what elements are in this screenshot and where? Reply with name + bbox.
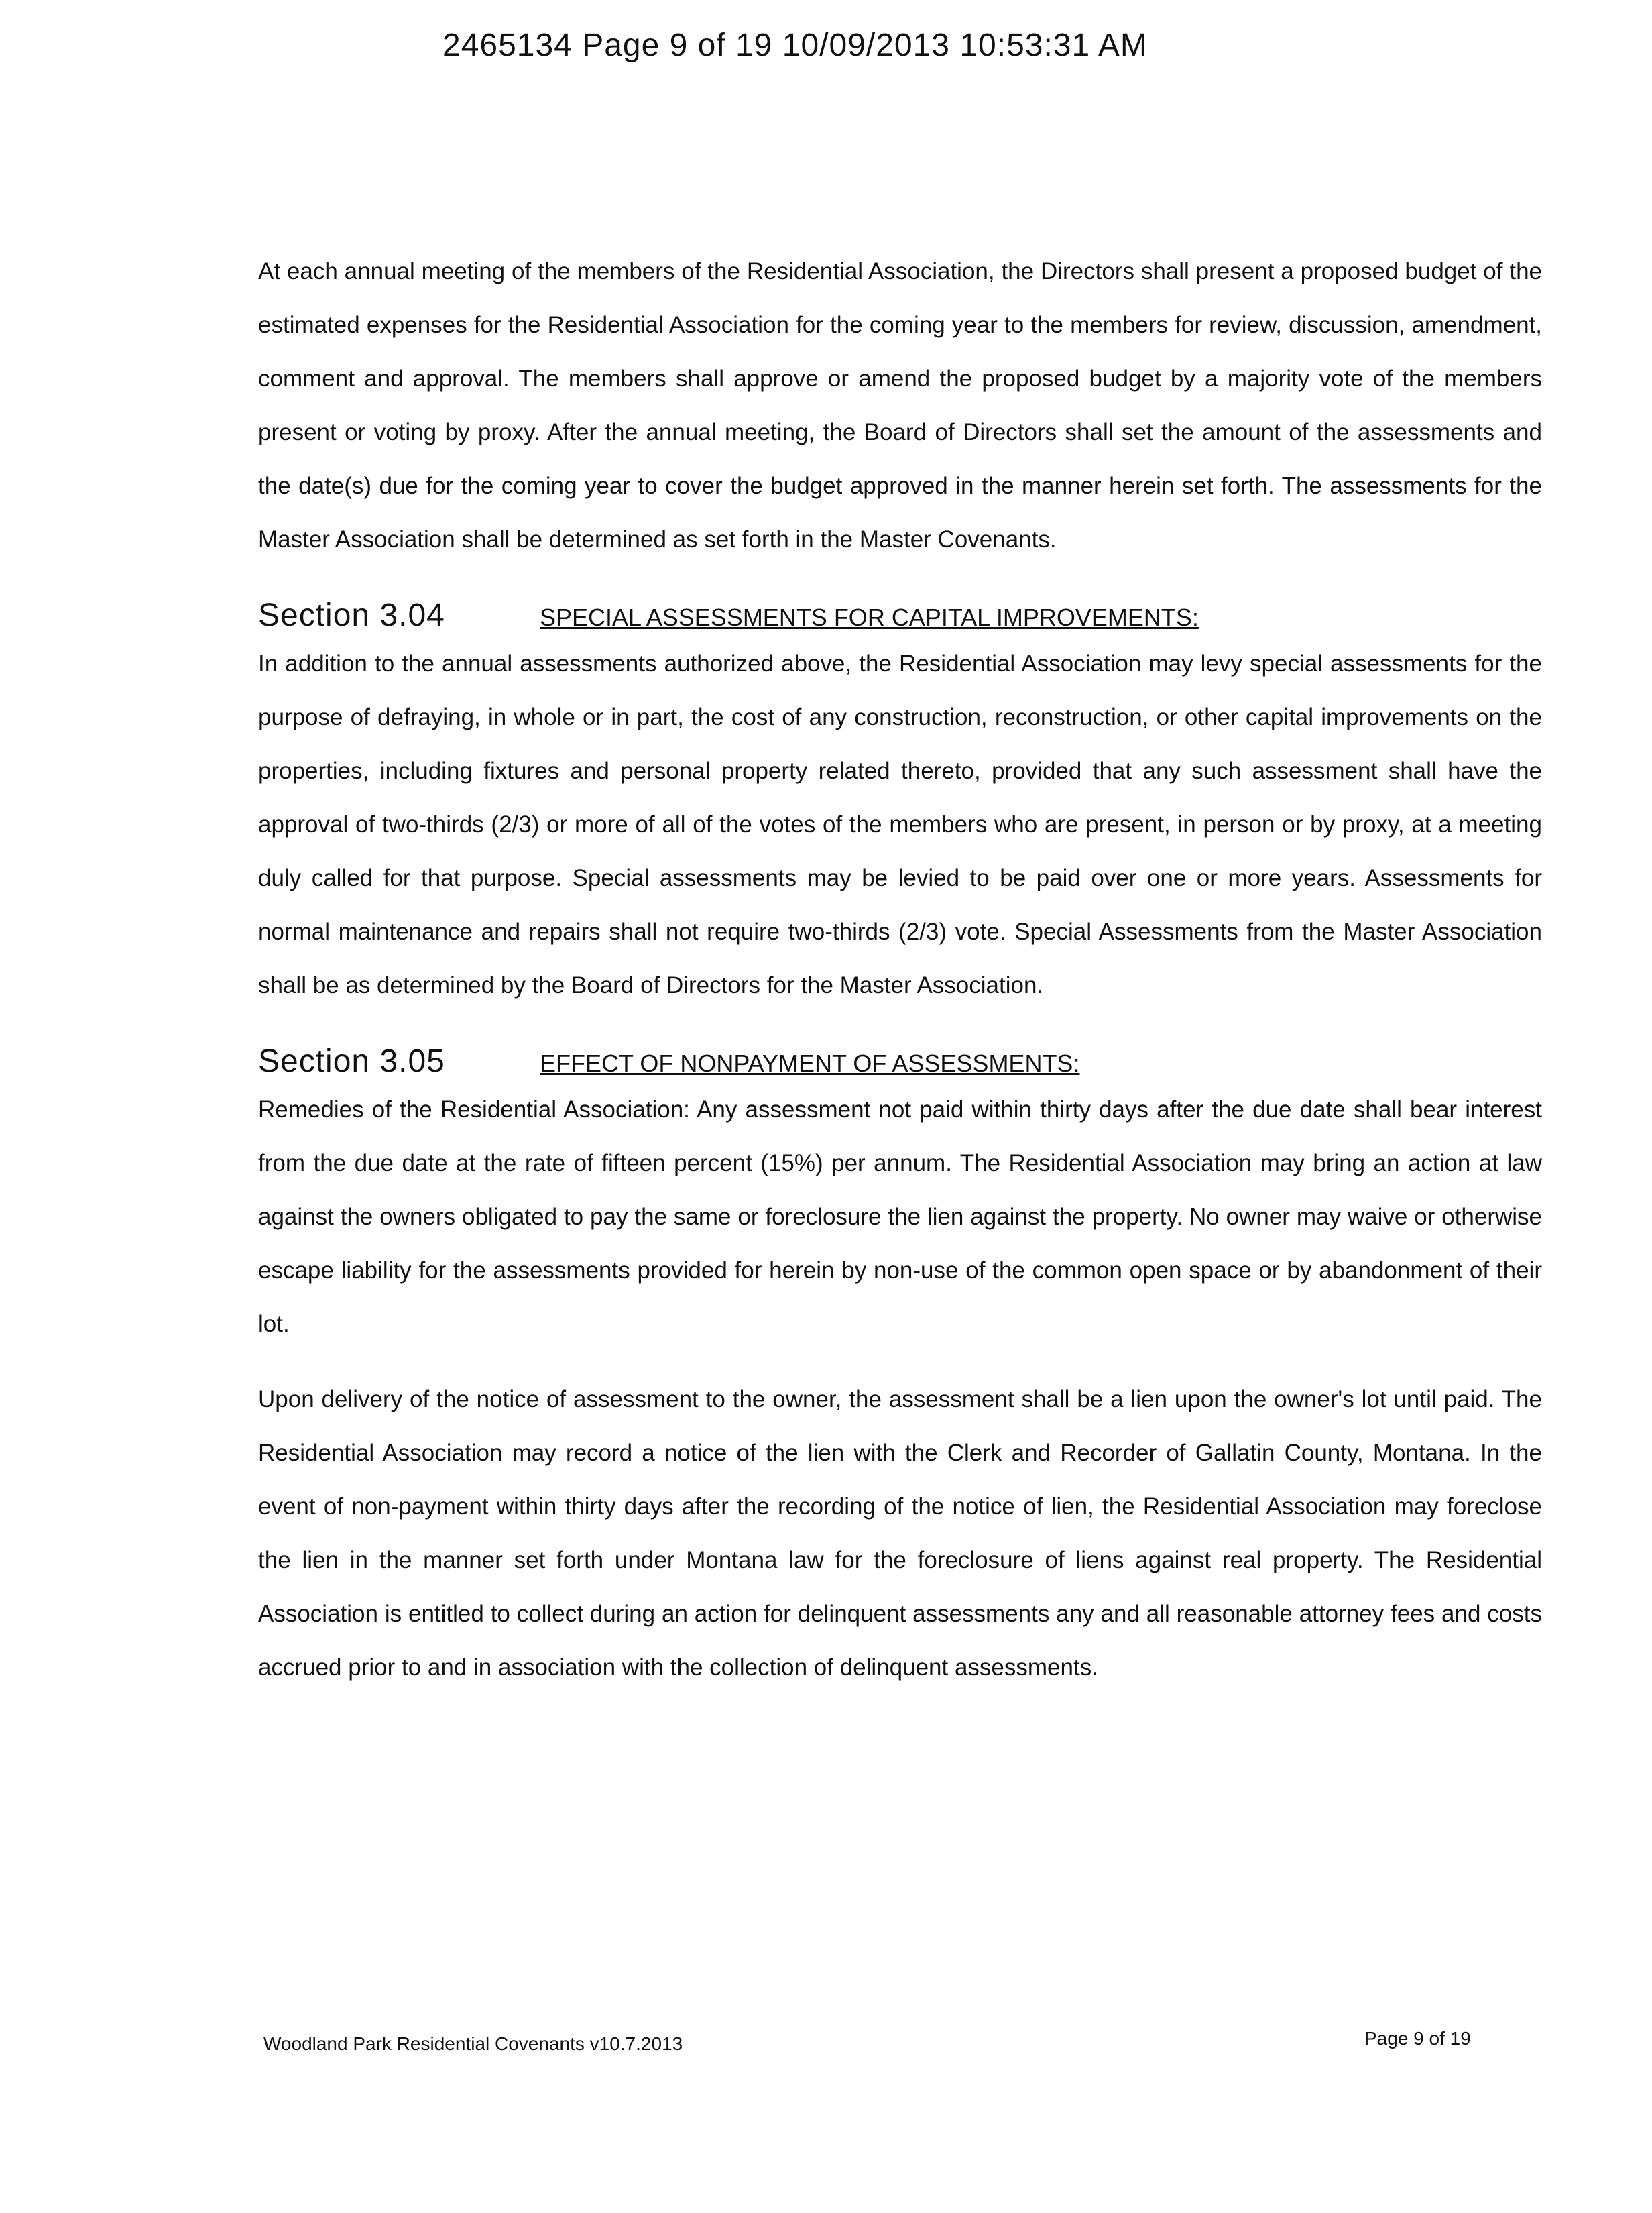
footer-page-number: Page 9 of 19 — [1364, 2028, 1471, 2049]
recording-stamp: 2465134 Page 9 of 19 10/09/2013 10:53:31 AM — [442, 27, 1148, 63]
section-3-04-heading — [258, 592, 1542, 641]
section-3-05-number: Section 3.05 — [258, 1043, 445, 1079]
section-3-05-heading — [258, 1038, 1542, 1087]
section-3-04-number: Section 3.04 — [258, 598, 445, 633]
section-3-05-paragraph-remedies: Remedies of the Residential Association: Any assessment not paid within thirty days after the due date shall bear interest from the due date at the rate of fifteen percent (15%) per annum. The Residential Association may bring an action at law against the owners obligated to pay the same or foreclosure the lien against the property. No owner may waive or otherwise escape liability for the assessments provided for herein by non-use of the common open space or by abandonment of their lot. — [258, 1096, 1542, 1337]
section-3-04-paragraph: In addition to the annual assessments authorized above, the Residential Association may levy special assessments for the purpose of defraying, in whole or in part, the cost of any construction, reconstruction, or other capital improvements on the properties, including fixtures and personal property related thereto, provided that any such assessment shall have the approval of two-thirds (2/3) or more of all of the votes of the members who are present, in person or by proxy, at a meeting duly called for that purpose. Special assessments may be levied to be paid over one or more years. Assessments for normal maintenance and repairs shall not require two-thirds (2/3) vote. Special Assessments from the Master Association shall be as determined by the Board of Directors for the Master Association. — [258, 650, 1542, 999]
section-3-05-paragraph-lien: Upon delivery of the notice of assessment to the owner, the assessment shall be a lien upon the owner's lot until paid. The Residential Association may record a notice of the lien with the Clerk and Recorder of Gallatin County, Montana. In the event of non-payment within thirty days after the recording of the notice of lien, the Residential Association may foreclose the lien in the manner set forth under Montana law for the foreclosure of liens against real property. The Residential Association is entitled to collect during an action for delinquent assessments any and all reasonable attorney fees and costs accrued prior to and in association with the collection of delinquent assessments. — [258, 1386, 1542, 1681]
footer-document-name: Woodland Park Residential Covenants v10.7.2013 — [263, 2033, 683, 2054]
budget-paragraph: At each annual meeting of the members of the Residential Association, the Directors shall present a proposed budget of the estimated expenses for the Residential Association for the coming year to the members for review, discussion, amendment, comment and approval. The members shall approve or amend the proposed budget by a majority vote of the members present or voting by proxy. After the annual meeting, the Board of Directors shall set the amount of the assessments and the date(s) due for the coming year to cover the budget approved in the manner herein set forth. The assessments for the Master Association shall be determined as set forth in the Master Covenants. — [258, 258, 1542, 553]
document-body — [258, 245, 1542, 1695]
section-3-04-title: SPECIAL ASSESSMENTS FOR CAPITAL IMPROVEMENTS: — [540, 604, 1199, 631]
section-3-05-title: EFFECT OF NONPAYMENT OF ASSESSMENTS: — [540, 1049, 1080, 1077]
